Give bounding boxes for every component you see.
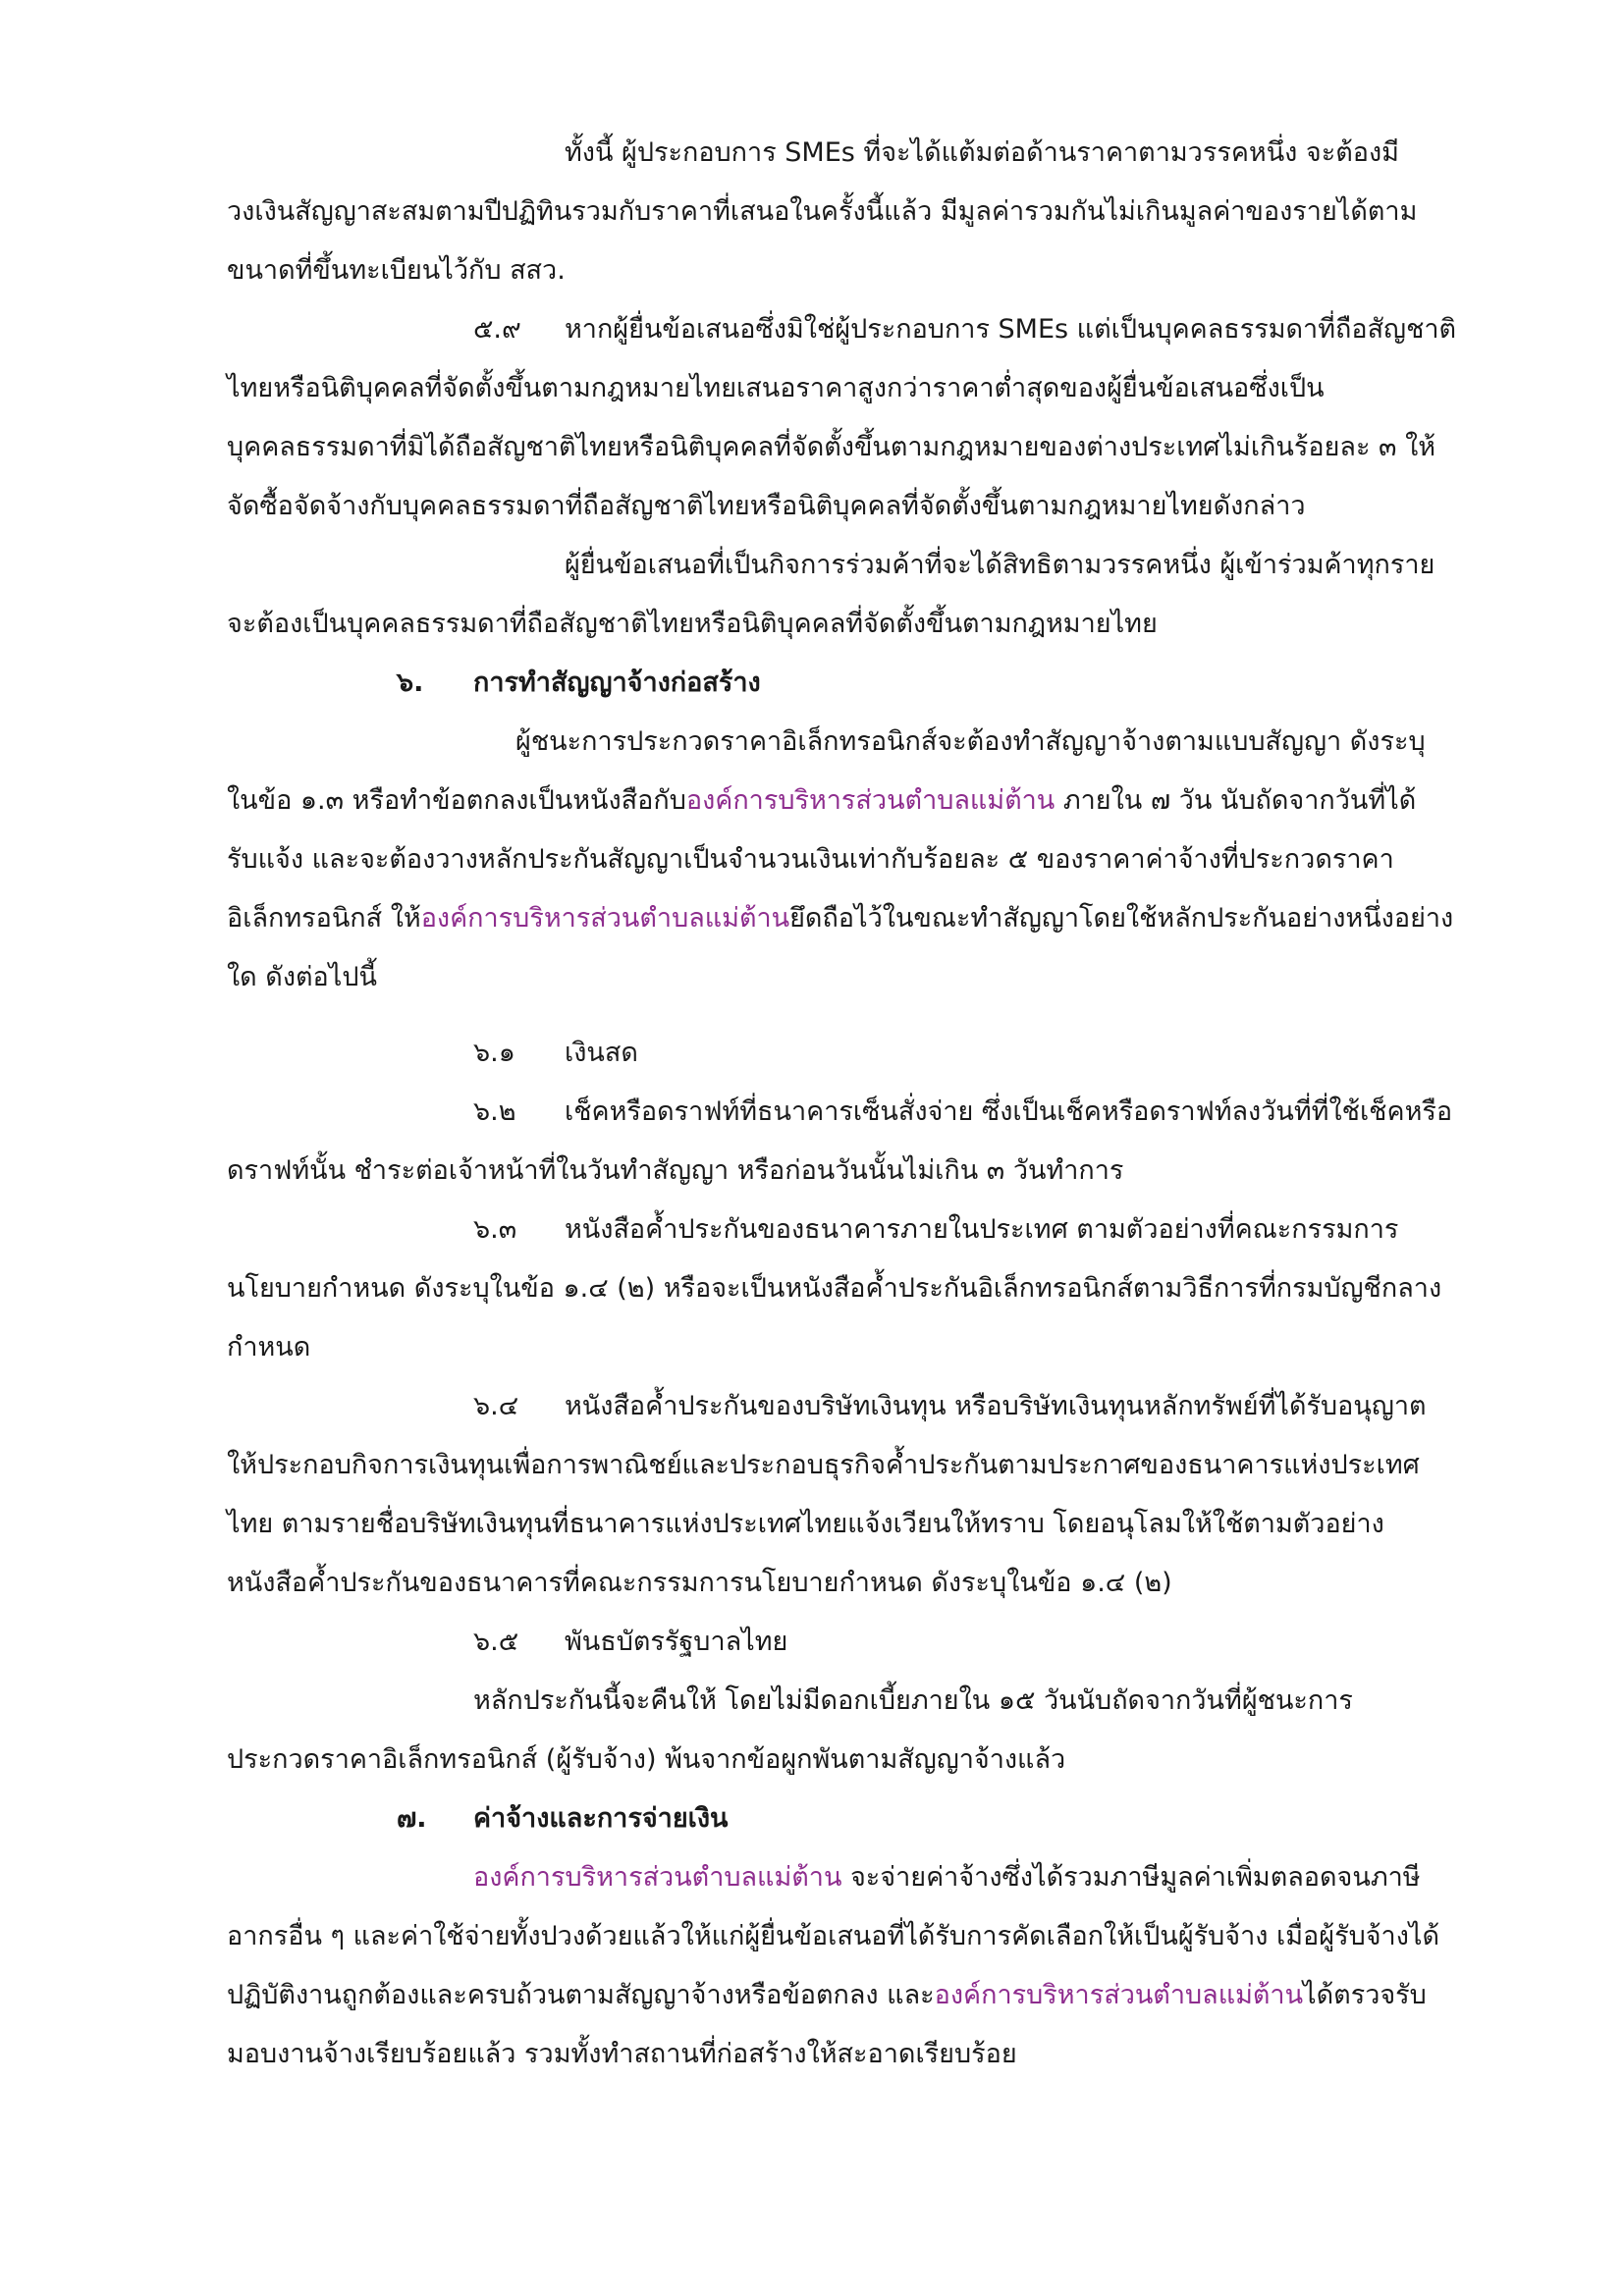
organization-name: องค์การบริหารส่วนตำบลแม่ต้าน [473, 1862, 842, 1893]
paragraph-line: ไทยหรือนิติบุคคลที่จัดตั้งขึ้นตามกฎหมายไทยเสนอราคาสูงกว่าราคาต่ำสุดของผู้ยื่นข้อเสนอซึ่งเป็น [227, 373, 1325, 403]
paragraph-line: เช็คหรือดราฟท์ที่ธนาคารเซ็นสั่งจ่าย ซึ่งเป็นเช็คหรือดราฟท์ลงวันที่ที่ใช้เช็คหรือ [565, 1096, 1453, 1127]
paragraph-line: มอบงานจ้างเรียบร้อยแล้ว รวมทั้งทำสถานที่ก่อสร้างให้สะอาดเรียบร้อย [227, 2039, 1017, 2069]
paragraph-line: หนังสือค้ำประกันของธนาคารภายในประเทศ ตามตัวอย่างที่คณะกรรมการ [565, 1214, 1399, 1245]
paragraph-line: หนังสือค้ำประกันของบริษัทเงินทุน หรือบริษัทเงินทุนหลักทรัพย์ที่ได้รับอนุญาต [565, 1391, 1427, 1421]
paragraph-line: เงินสด [565, 1038, 638, 1068]
clause-number: ๖.๕ [473, 1627, 519, 1657]
paragraph-line: รับแจ้ง และจะต้องวางหลักประกันสัญญาเป็นจำนวนเงินเท่ากับร้อยละ ๕ ของราคาค่าจ้างที่ประกวดราคา [227, 844, 1394, 875]
paragraph-line: ใด ดังต่อไปนี้ [227, 962, 377, 992]
paragraph-line: บุคคลธรรมดาที่มิได้ถือสัญชาติไทยหรือนิติบุคคลที่จัดตั้งขึ้นตามกฎหมายของต่างประเทศไม่เกินร้อยละ ๓ ให้ [227, 432, 1436, 462]
paragraph-line: ให้ประกอบกิจการเงินทุนเพื่อการพาณิชย์และประกอบธุรกิจค้ำประกันตามประกาศของธนาคารแห่งประเทศ [227, 1450, 1420, 1480]
paragraph-line: วงเงินสัญญาสะสมตามปีปฏิทินรวมกับราคาที่เสนอในครั้งนี้แล้ว มีมูลค่ารวมกันไม่เกินมูลค่าของรายได้ตาม [227, 196, 1418, 227]
organization-name: องค์การบริหารส่วนตำบลแม่ต้าน [934, 1980, 1304, 2010]
paragraph-line: ประกวดราคาอิเล็กทรอนิกส์ (ผู้รับจ้าง) พ้นจากข้อผูกพันตามสัญญาจ้างแล้ว [227, 1744, 1066, 1775]
paragraph-line: หลักประกันนี้จะคืนให้ โดยไม่มีดอกเบี้ยภายใน ๑๕ วันนับถัดจากวันที่ผู้ชนะการ [473, 1685, 1353, 1716]
paragraph-line: ผู้ยื่นข้อเสนอที่เป็นกิจการร่วมค้าที่จะได้สิทธิตามวรรคหนึ่ง ผู้เข้าร่วมค้าทุกราย [565, 550, 1435, 580]
paragraph-line: อากรอื่น ๆ และค่าใช้จ่ายทั้งปวงด้วยแล้วให้แก่ผู้ยื่นข้อเสนอที่ได้รับการคัดเลือกให้เป็นผู้รับจ้าง เมื่อผู้รับจ้างได้ [227, 1921, 1440, 1951]
section-heading: ค่าจ้างและการจ่ายเงิน [473, 1803, 729, 1834]
clause-number: ๖.๓ [473, 1214, 517, 1245]
clause-number: ๖.๑ [473, 1038, 515, 1068]
organization-name: องค์การบริหารส่วนตำบลแม่ต้าน [685, 785, 1056, 816]
paragraph-line: กำหนด [227, 1332, 311, 1362]
organization-name: องค์การบริหารส่วนตำบลแม่ต้าน [420, 903, 790, 934]
paragraph-line: ขนาดที่ขึ้นทะเบียนไว้กับ สสว. [227, 255, 566, 286]
paragraph-line: ในข้อ ๑.๓ หรือทำข้อตกลงเป็นหนังสือกับองค์การบริหารส่วนตำบลแม่ต้าน ภายใน ๗ วัน นับถัดจากวันที่ได้ [227, 785, 1417, 816]
clause-number: ๖.๒ [473, 1096, 516, 1127]
paragraph-line: องค์การบริหารส่วนตำบลแม่ต้าน จะจ่ายค่าจ้างซึ่งได้รวมภาษีมูลค่าเพิ่มตลอดจนภาษี [473, 1862, 1421, 1893]
paragraph-line: ทั้งนี้ ผู้ประกอบการ SMEs ที่จะได้แต้มต่อด้านราคาตามวรรคหนึ่ง จะต้องมี [565, 137, 1399, 168]
paragraph-line: จัดซื้อจัดจ้างกับบุคคลธรรมดาที่ถือสัญชาติไทยหรือนิติบุคคลที่จัดตั้งขึ้นตามกฎหมายไทยดังกล่าว [227, 491, 1306, 521]
paragraph-line: หากผู้ยื่นข้อเสนอซึ่งมิใช่ผู้ประกอบการ SMEs แต่เป็นบุคคลธรรมดาที่ถือสัญชาติ [565, 314, 1457, 345]
paragraph-line: ไทย ตามรายชื่อบริษัทเงินทุนที่ธนาคารแห่งประเทศไทยแจ้งเวียนให้ทราบ โดยอนุโลมให้ใช้ตามตัวอย่าง [227, 1509, 1384, 1539]
paragraph-line: จะต้องเป็นบุคคลธรรมดาที่ถือสัญชาติไทยหรือนิติบุคคลที่จัดตั้งขึ้นตามกฎหมายไทย [227, 609, 1158, 639]
paragraph-line: อิเล็กทรอนิกส์ ให้องค์การบริหารส่วนตำบลแม่ต้านยึดถือไว้ในขณะทำสัญญาโดยใช้หลักประกันอย่างหนึ่งอย่าง [227, 903, 1454, 934]
section-heading: การทำสัญญาจ้างก่อสร้าง [473, 667, 761, 698]
section-number: ๖. [397, 667, 424, 698]
clause-number: ๕.๙ [473, 314, 521, 345]
paragraph-line: ปฏิบัติงานถูกต้องและครบถ้วนตามสัญญาจ้างหรือข้อตกลง และองค์การบริหารส่วนตำบลแม่ต้านได้ตรวจรับ [227, 1980, 1427, 2010]
clause-number: ๖.๔ [473, 1391, 519, 1421]
section-number: ๗. [397, 1803, 427, 1834]
paragraph-line: นโยบายกำหนด ดังระบุในข้อ ๑.๔ (๒) หรือจะเป็นหนังสือค้ำประกันอิเล็กทรอนิกส์ตามวิธีการที่กรมบัญชีกลาง [227, 1273, 1442, 1304]
paragraph-line: หนังสือค้ำประกันของธนาคารที่คณะกรรมการนโยบายกำหนด ดังระบุในข้อ ๑.๔ (๒) [227, 1568, 1172, 1598]
paragraph-line: ผู้ชนะการประกวดราคาอิเล็กทรอนิกส์จะต้องทำสัญญาจ้างตามแบบสัญญา ดังระบุ [515, 726, 1426, 757]
paragraph-line: พันธบัตรรัฐบาลไทย [565, 1627, 788, 1657]
paragraph-line: ดราฟท์นั้น ชำระต่อเจ้าหน้าที่ในวันทำสัญญา หรือก่อนวันนั้นไม่เกิน ๓ วันทำการ [227, 1155, 1124, 1186]
